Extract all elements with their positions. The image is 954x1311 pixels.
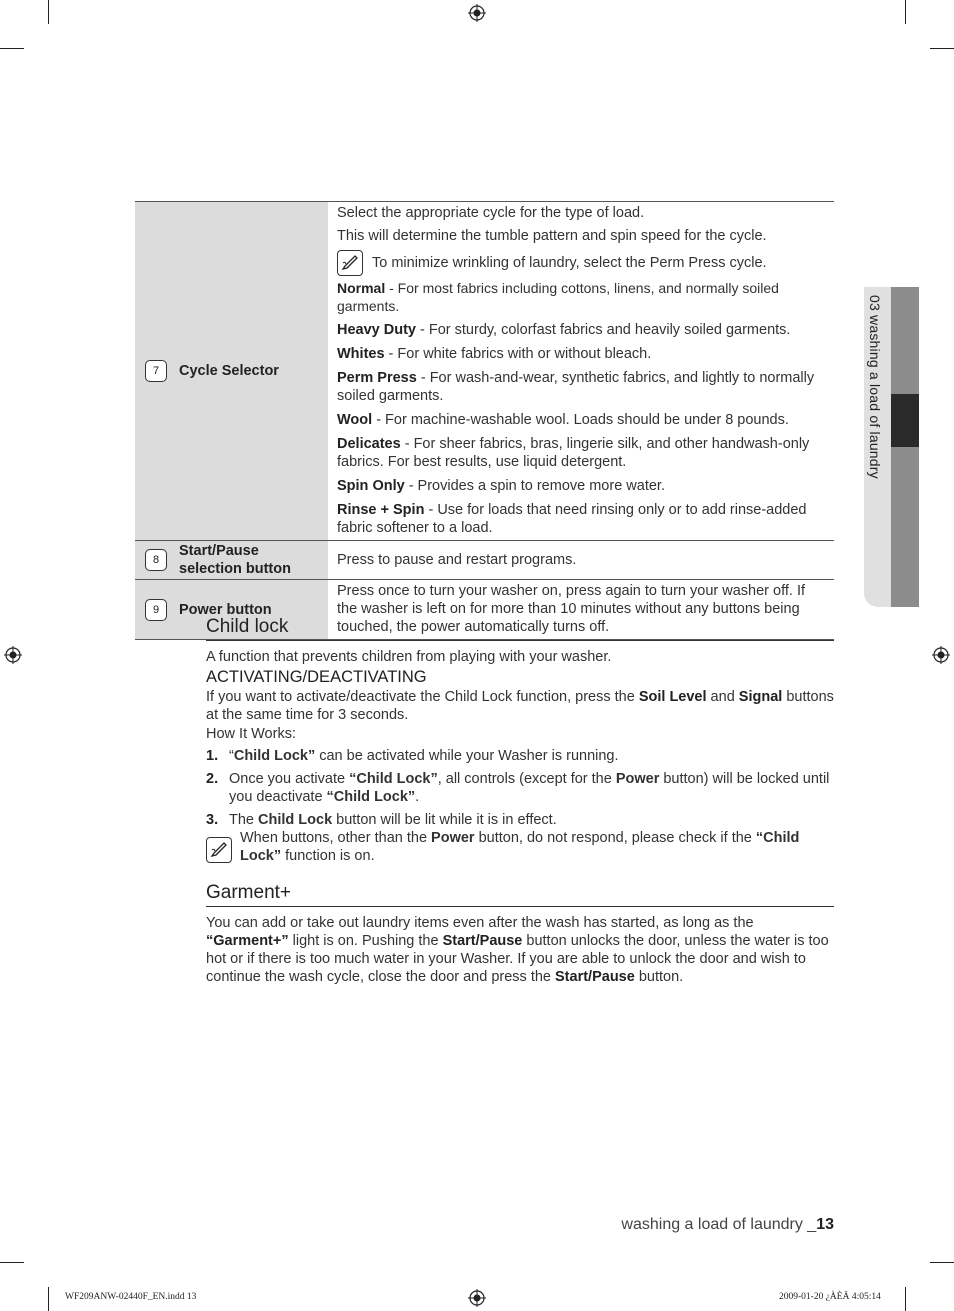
registration-mark-icon	[932, 646, 950, 664]
cycle-item	[337, 477, 826, 495]
crop-mark	[905, 0, 906, 24]
step-number: 1.	[206, 748, 219, 764]
child-lock-instructions	[206, 688, 834, 724]
step-number: 2.	[206, 771, 219, 787]
cycle-name: Delicates	[337, 436, 401, 452]
crop-mark	[0, 48, 24, 49]
item-number-badge: 7	[145, 360, 167, 382]
crop-mark	[905, 1287, 906, 1311]
cycle-desc: - Use for loads that need rinsing only or to add rinse-added fabric softener to a load.	[337, 502, 807, 536]
print-slug-file: WF209ANW-02440F_EN.indd 13	[65, 1292, 197, 1302]
cycle-item	[337, 501, 826, 537]
control-panel-table	[135, 201, 834, 640]
note-line	[337, 250, 826, 276]
note-text: When buttons, other than the Power button, do not respond, please check if the “Child Lock” function is on.	[240, 830, 800, 864]
section-title-garment: Garment+	[206, 882, 834, 907]
row-label: Power button	[179, 601, 272, 618]
row-label: Cycle Selector	[179, 363, 279, 379]
child-lock-intro: A function that prevents children from playing with your washer.	[206, 649, 612, 665]
text-run: buttons at the same time for 3 seconds.	[206, 689, 834, 723]
text-run: and	[706, 689, 739, 705]
note-pencil-icon	[337, 250, 363, 276]
step-text: Once you activate “Child Lock”, all controls (except for the Power button) will be locked until you deactivate “Child Lock”.	[229, 771, 830, 805]
chapter-tab-label: 03 washing a load of laundry	[867, 295, 883, 479]
row-description-cell	[328, 541, 834, 580]
subheading: ACTIVATING/DEACTIVATING	[206, 668, 427, 686]
crop-mark	[930, 48, 954, 49]
cycle-desc: - Provides a spin to remove more water.	[404, 478, 665, 494]
crop-mark	[0, 1262, 24, 1263]
table-row	[135, 541, 834, 580]
row-label	[179, 542, 291, 578]
note-text: To minimize wrinkling of laundry, select the Perm Press cycle.	[372, 255, 767, 271]
cycle-item	[337, 345, 826, 363]
row-label-line: selection button	[179, 561, 291, 577]
child-lock-note	[206, 829, 834, 865]
list-item	[206, 770, 834, 806]
table-row	[135, 202, 834, 541]
print-slug-date: 2009-01-20 ¿ÀÈÄ 4:05:14	[779, 1292, 881, 1302]
list-item	[206, 811, 834, 829]
item-number-badge: 9	[145, 599, 167, 621]
chapter-tab	[864, 287, 919, 607]
note-pencil-icon	[206, 837, 232, 863]
how-it-works-label: How It Works:	[206, 726, 296, 742]
row-description-cell	[328, 202, 834, 541]
crop-mark	[48, 0, 49, 24]
description-text: This will determine the tumble pattern and spin speed for the cycle.	[337, 228, 767, 244]
registration-mark-icon	[4, 646, 22, 664]
cycle-name: Whites	[337, 346, 385, 362]
cycle-item	[337, 411, 826, 429]
cycle-item	[337, 369, 826, 405]
text-run: If you want to activate/deactivate the Child Lock function, press the	[206, 689, 639, 705]
cycle-desc: - For wash-and-wear, synthetic fabrics, and lightly to normally soiled garments.	[337, 370, 815, 404]
garment-description: You can add or take out laundry items even after the wash has started, as long as the “Garment+” light is on. Pushing the Start/Pause button unlocks the door, unless the water is too hot or if there is too much water in your Washer. If you are able to unlock the door and wish to continue the wash cycle, close the door and press the Start/Pause button.	[206, 915, 829, 985]
cycle-desc: - For sheer fabrics, bras, lingerie silk, and other handwash-only fabrics. For best results, use liquid detergent.	[337, 436, 810, 470]
item-number-badge: 8	[145, 549, 167, 571]
footer-text: washing a load of laundry _	[621, 1216, 817, 1233]
text-bold: Soil Level	[638, 689, 707, 705]
row-label-cell	[135, 541, 328, 580]
step-text: “Child Lock” can be activated while your Washer is running.	[229, 748, 619, 764]
cycle-name: Heavy Duty	[337, 322, 416, 338]
step-number: 3.	[206, 812, 219, 828]
crop-mark	[48, 1287, 49, 1311]
cycle-item	[337, 435, 826, 471]
page-number: 13	[816, 1216, 834, 1233]
cycle-name: Rinse + Spin	[337, 502, 425, 518]
cycle-item	[337, 321, 826, 339]
cycle-name: Normal	[337, 280, 386, 296]
row-label-cell	[135, 202, 328, 541]
steps-list	[206, 747, 834, 834]
description-text: Select the appropriate cycle for the type of load.	[337, 205, 645, 221]
step-text: The Child Lock button will be lit while it is in effect.	[229, 812, 557, 828]
crop-mark	[930, 1262, 954, 1263]
description-text: Press to pause and restart programs.	[337, 551, 577, 568]
cycle-name: Perm Press	[337, 370, 417, 386]
row-label-line: Start/Pause	[179, 543, 259, 559]
cycle-desc: - For machine-washable wool. Loads should be under 8 pounds.	[372, 412, 789, 428]
cycle-desc: - For sturdy, colorfast fabrics and heavily soiled garments.	[415, 322, 791, 338]
cycle-name: Wool	[337, 412, 373, 428]
list-item	[206, 747, 834, 765]
registration-mark-icon	[468, 1289, 486, 1307]
cycle-name: Spin Only	[337, 478, 405, 494]
registration-mark-icon	[468, 4, 486, 22]
cycle-desc: - For most fabrics including cottons, linens, and normally soiled garments.	[337, 280, 779, 314]
description-text: Press once to turn your washer on, press again to turn your washer off. If the washer is left on for more than 10 minutes without any buttons being touched, the power automatically turns off.	[337, 583, 806, 635]
cycle-item	[337, 279, 826, 315]
page-footer	[621, 1216, 834, 1234]
cycle-desc: - For white fabrics with or without bleach.	[384, 346, 652, 362]
text-bold: Signal	[738, 689, 783, 705]
section-title-child-lock: Child lock	[206, 616, 834, 641]
